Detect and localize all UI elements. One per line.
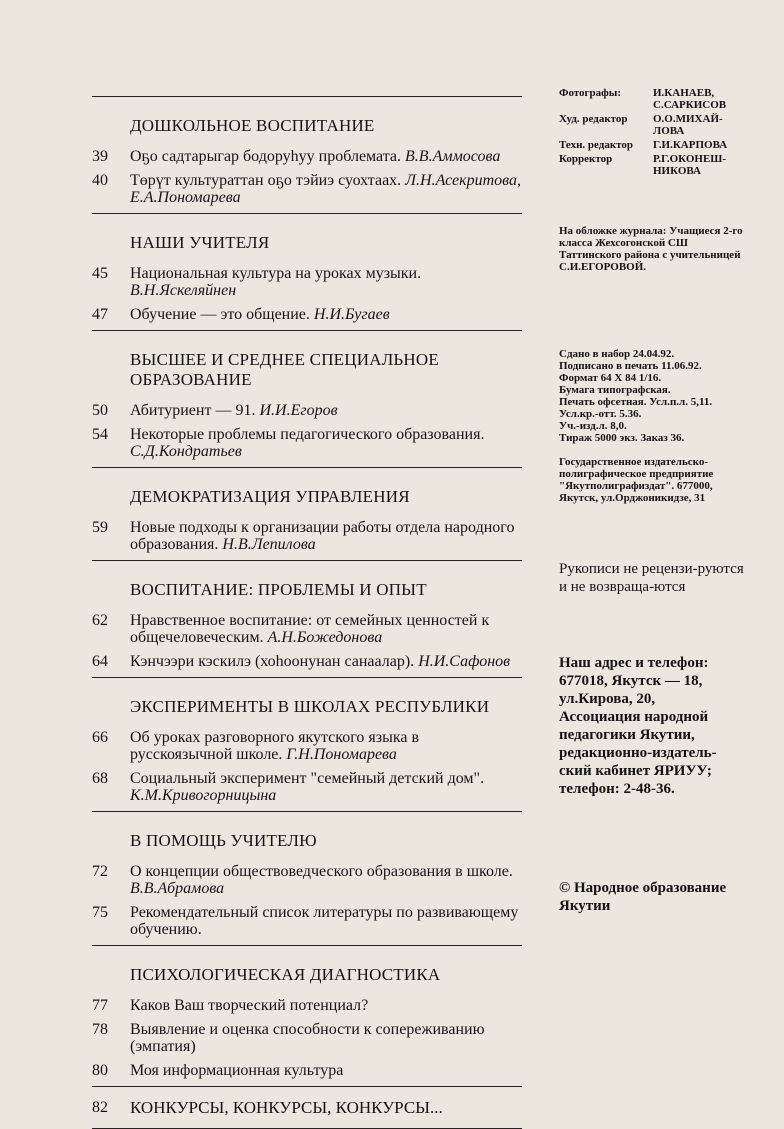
item-author: Н.В.Лепилова [222,536,316,553]
item-title [130,402,522,419]
print-info-line: Сдано в набор 24.04.92. [559,348,675,360]
item-author: К.М.Кривогорницына [130,787,277,804]
credit-value: Г.И.КАРПОВА [653,139,728,151]
page-number: 68 [92,770,108,787]
item-text: Выявление и оценка способности к сопереживанию (эмпатия) [130,1021,485,1055]
page-number: 75 [92,904,108,921]
item-text: Абитуриент — 91. [130,402,256,419]
address-block [559,654,749,798]
section-rule [92,1086,522,1087]
section-title: ВЫСШЕЕ И СРЕДНЕЕ СПЕЦИАЛЬНОЕ ОБРАЗОВАНИЕ [130,350,439,389]
item-title [130,265,522,299]
toc-item [92,519,522,553]
address-line: 677018, Якутск — 18, [559,673,703,689]
page-number: 64 [92,653,108,670]
item-author: Л.Н.Асекритова, Е.А.Пономарева [130,172,521,206]
credit-value: И.КАНАЕВ, С.САРКИСОВ [653,87,727,111]
item-author: В.Н.Яскеляйнен [130,282,237,299]
item-author: Н.И.Бугаев [313,306,390,323]
item-title [130,1062,522,1079]
item-title [130,172,522,206]
address-line: телефон: 2-48-36. [559,781,675,797]
item-text: Новые подходы к организации работы отдела народного образования. [130,519,515,553]
credit-value: Р.Г.ОКОНЕШ-НИКОВА [653,153,727,177]
address-line: педагогики Якутии, [559,727,695,743]
item-author: В.В.Аммосова [405,148,501,165]
address-line: ский кабинет ЯРИУУ; [559,763,712,779]
item-text: Рекомендательный список литературы по развивающему обучению. [130,904,519,938]
page-number: 47 [92,306,108,323]
item-text: Социальный эксперимент "семейный детский дом". [130,770,485,787]
address-line: Ассоциация народной [559,709,709,725]
item-author: С.Д.Кондратьев [130,443,242,460]
section-rule [92,945,522,946]
section-rule [92,811,522,812]
item-text: Обучение — это общение. [130,306,310,323]
item-title: КОНКУРСЫ, КОНКУРСЫ, КОНКУРСЫ... [130,1098,443,1117]
toc-item [92,265,522,299]
page-number: 72 [92,863,108,880]
item-title [130,653,522,670]
credit-row [559,153,747,177]
page-number: 54 [92,426,108,443]
item-text: Нравственное воспитание: от семейных ценностей к общечеловеческим. [130,612,490,646]
print-info-line: Формат 64 Х 84 1/16. [559,372,662,384]
item-text: Моя информационная культура [130,1062,344,1079]
section-title: ВОСПИТАНИЕ: ПРОБЛЕМЫ И ОПЫТ [130,580,427,599]
address-line: ул.Кирова, 20, [559,691,656,707]
credits-block [559,87,747,179]
item-author: В.В.Абрамова [130,880,225,897]
page-number: 66 [92,729,108,746]
item-text: Оҕо садтарыгар бодоруһуу проблемата. [130,148,402,165]
item-text: Төрүт культураттан оҕо тэйиэ суохтаах. [130,172,402,189]
print-info-line: Уч.-изд.л. 8,0. [559,420,627,432]
item-title [130,519,522,553]
item-title [130,612,522,646]
toc-item [92,402,522,419]
page-number: 62 [92,612,108,629]
item-title [130,904,522,938]
credit-row [559,113,747,137]
item-title [130,729,522,763]
credit-label: Худ. редактор [559,113,628,125]
item-text: Кэнчээри кэскилэ (хоһоонунан санаалар). [130,653,415,670]
item-text: Национальная культура на уроках музыки. [130,265,422,282]
item-author: Г.Н.Пономарева [286,746,397,763]
toc-item [92,997,522,1014]
page-number: 77 [92,997,108,1014]
item-title [130,863,522,897]
print-info [559,348,749,444]
item-text: О концепции обществоведческого образования в школе. [130,863,513,880]
toc-item [92,148,522,165]
toc-item [92,770,522,804]
section-title: ПСИХОЛОГИЧЕСКАЯ ДИАГНОСТИКА [130,965,441,984]
toc-item [92,863,522,897]
copyright-note: © Народное образование Якутии [559,880,727,914]
print-info-line: Усл.кр.-отт. 5.36. [559,408,642,420]
section-rule [92,213,522,214]
publisher-info: Государственное издательско-полиграфическое предприятие "Якутполиграфиздат". 677000, Якутск, ул.Орджоникидзе, 31 [559,456,714,504]
toc-item [92,172,522,206]
item-text: Каков Ваш творческий потенциал? [130,997,369,1014]
toc-item [92,306,522,323]
print-info-line: Подписано в печать 11.06.92. [559,360,702,372]
item-text: Некоторые проблемы педагогического образования. [130,426,485,443]
table-of-contents [92,96,522,1129]
section-title: НАШИ УЧИТЕЛЯ [130,233,270,252]
manuscripts-note: Рукописи не рецензи-руются и не возвраща-ются [559,561,744,595]
section-title: ЭКСПЕРИМЕНТЫ В ШКОЛАХ РЕСПУБЛИКИ [130,697,490,716]
page-number: 78 [92,1021,108,1038]
item-title [130,1021,522,1055]
print-info-line: Тираж 5000 экз. Заказ 36. [559,432,685,444]
toc-item-last [92,1099,522,1116]
credit-label: Корректор [559,153,613,165]
page-number: 59 [92,519,108,536]
item-title [130,148,522,165]
toc-item [92,1021,522,1055]
toc-item [92,904,522,938]
item-author: А.Н.Божедонова [267,629,383,646]
item-text: Об уроках разговорного якутского языка в русскоязычной школе. [130,729,420,763]
page-number: 82 [92,1099,108,1116]
page-number: 39 [92,148,108,165]
toc-item [92,653,522,670]
item-title [130,426,522,460]
toc-item [92,1062,522,1079]
page-number: 40 [92,172,108,189]
section-rule [92,96,522,97]
toc-item [92,426,522,460]
address-line: редакционно-издатель- [559,745,717,761]
item-title [130,770,522,804]
page-number: 45 [92,265,108,282]
item-title [130,997,522,1014]
print-info-line: Печать офсетная. Усл.п.л. 5,11. [559,396,713,408]
toc-item [92,612,522,646]
credit-label: Техн. редактор [559,139,634,151]
section-rule [92,330,522,331]
item-title [130,306,522,323]
credit-row [559,87,747,111]
item-author: Н.И.Сафонов [418,653,511,670]
toc-item [92,729,522,763]
page-number: 80 [92,1062,108,1079]
section-rule [92,560,522,561]
print-info-line: Бумага типографская. [559,384,671,396]
credit-label: Фотографы: [559,87,622,99]
section-title: В ПОМОЩЬ УЧИТЕЛЮ [130,831,317,850]
item-author: И.И.Егоров [259,402,338,419]
cover-note: На обложке журнала: Учащиеся 2-го класса Жехсогонской СШ Таттинского района с учительницей С.И.ЕГОРОВОЙ. [559,225,743,273]
section-title: ДОШКОЛЬНОЕ ВОСПИТАНИЕ [130,116,375,135]
address-line: Наш адрес и телефон: [559,655,709,671]
section-rule [92,677,522,678]
credit-value: О.О.МИХАЙ-ЛОВА [653,113,723,137]
credit-row [559,139,747,151]
section-rule [92,467,522,468]
page-number: 50 [92,402,108,419]
section-title: ДЕМОКРАТИЗАЦИЯ УПРАВЛЕНИЯ [130,487,410,506]
